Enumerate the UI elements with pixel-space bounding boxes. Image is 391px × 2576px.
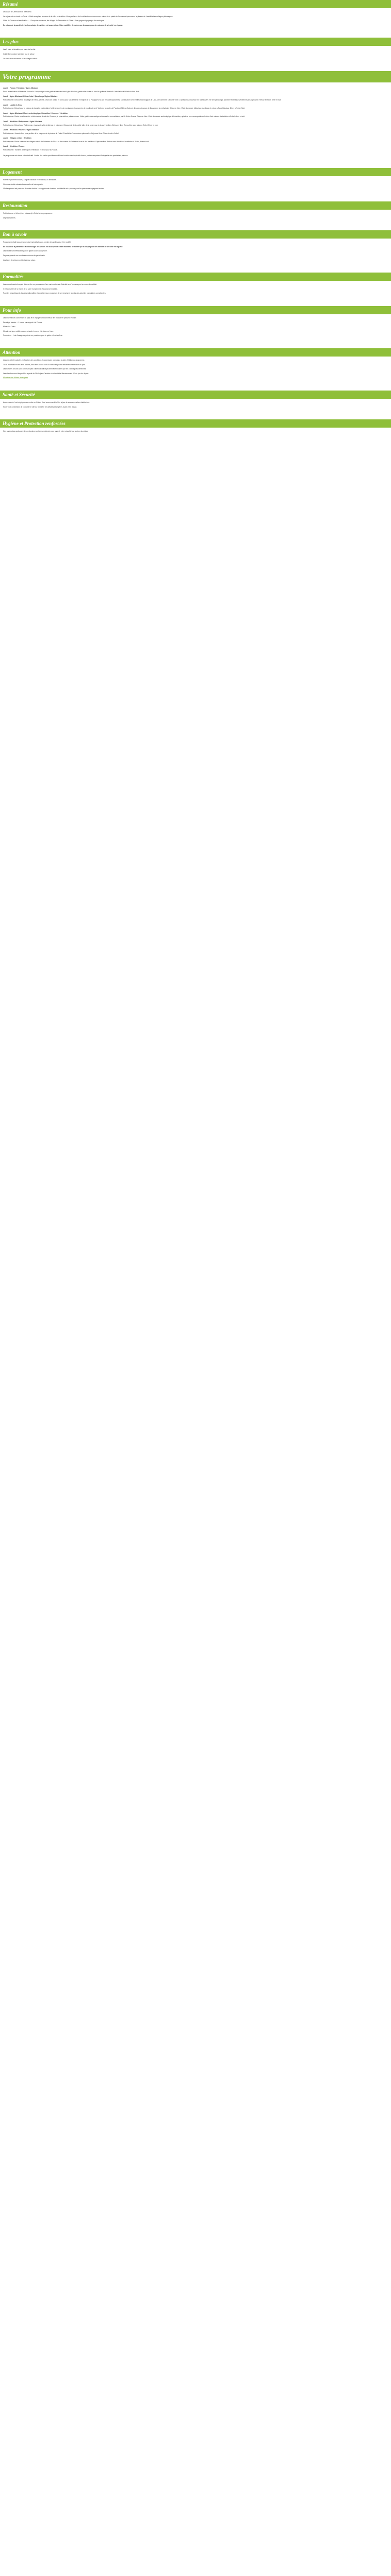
day-block bbox=[3, 129, 388, 135]
paragraph: Le séjour est un circuit en Crète. L’hôtel sera placé au cœur de la ville, à Héraklion. Vous profiterez de la civilisation minoenne aux ruines et du palais de Cnossos et parcourrez le plateau de Lassithi et ses villages pittoresques. bbox=[3, 15, 173, 18]
spacer bbox=[0, 439, 391, 451]
ministry-link[interactable]: Ministère des Affaires étrangères bbox=[3, 377, 28, 379]
paragraph: Les prix ont été calculés en fonction des conditions économiques connues à la date d’édition du programme. bbox=[3, 359, 85, 361]
paragraph: Les taxes de séjour sont à régler sur place. bbox=[3, 259, 36, 261]
spacer bbox=[0, 196, 391, 201]
section-body bbox=[0, 399, 391, 414]
day-text: Petit-déjeuner. Route vers Héraklion et découverte du site de Cnossos, le plus célèbre palais minoen. Visite guidée des vestiges et des salles reconstituées par Sir Arthur Evans. Déjeuner libre. Visite du musée archéologique d’Héraklion, qui abrite une remarquable collection d’art minoen. Installation à l’hôtel, dîner et nuit. bbox=[3, 115, 245, 118]
spacer bbox=[0, 66, 391, 71]
paragraph: Nous vous conseillons de consulter le site du Ministère des Affaires étrangères avant votre départ. bbox=[3, 405, 77, 408]
section-body bbox=[0, 428, 391, 439]
section-body bbox=[0, 239, 391, 267]
section-sante bbox=[0, 391, 391, 414]
page bbox=[0, 0, 391, 451]
paragraph: Toute modification des tarifs aériens, des taxes ou du coût du carburant pourra entraîner une révision du prix. bbox=[3, 363, 86, 366]
paragraph: Pour les ressortissants d’autres nationalités, il appartient aux voyageurs de se renseigner auprès des autorités consulaires compétentes. bbox=[3, 292, 106, 295]
section-programme bbox=[0, 71, 391, 163]
section-heading: Votre programme bbox=[0, 71, 391, 82]
paragraph: Programme établi sous réserve des impératifs locaux. L’ordre des visites peut être modifié. bbox=[3, 241, 72, 244]
paragraph: Pourboires : il est d’usage de prévoir un pourboire pour le guide et le chauffeur. bbox=[3, 334, 63, 337]
section-heading: Pour info bbox=[0, 306, 391, 314]
paragraph: Les informations concernant le pays et le voyage sont données à titre indicatif et peuvent évoluer. bbox=[3, 316, 77, 319]
section-resume bbox=[0, 0, 391, 32]
section-bon-a-savoir bbox=[0, 230, 391, 267]
section-body bbox=[0, 281, 391, 301]
section-heading: Logement bbox=[0, 168, 391, 176]
link-row bbox=[3, 377, 388, 380]
day-title: Jour 7 : Villages crétois / Héraklion bbox=[3, 137, 31, 140]
day-title: Jour 8 : Héraklion / France bbox=[3, 145, 25, 148]
section-heading: Résumé bbox=[0, 0, 391, 8]
paragraph: Climat : de type méditerranéen, chaud et sec en été, doux en hiver. bbox=[3, 330, 54, 332]
paragraph: Il est conseillé de se munir de la carte européenne d’assurance maladie. bbox=[3, 287, 58, 290]
section-heading: Les plus bbox=[0, 38, 391, 46]
day-text: Envol à destination d’Héraklion. Accueil à l’aéroport par votre guide et transfert vers Agios Nikolaos, petite ville située au bord du golfe de Mirabello. Installation à l’hôtel et dîner. Nuit. bbox=[3, 90, 140, 93]
day-block bbox=[3, 87, 388, 93]
day-text: Petit-déjeuner. Route à travers les villages crétois de l’intérieur de l’île, à la découverte de l’artisanat local et des traditions. Déjeuner libre. Retour vers Héraklion. Installation à l’hôtel, dîner et nuit. bbox=[3, 140, 150, 143]
paragraph: Monnaie : l’euro. bbox=[3, 326, 16, 328]
list-item: Les 2 nuits à Héraklion, au cœur de la ville. bbox=[3, 48, 36, 51]
day-text: Petit-déjeuner. Départ pour Rethymnon, charmante ville vénitienne et ottomane. Découverte de la vieille ville, de la forteresse et du port vénitien. Déjeuner libre. Temps libre puis retour à l’hôtel. Dîner et nuit. bbox=[3, 124, 158, 126]
paragraph: Découvrir la Crète dans un week-end. bbox=[3, 11, 32, 13]
day-block bbox=[3, 112, 388, 118]
section-heading: Santé et Sécurité bbox=[0, 391, 391, 399]
spacer bbox=[0, 225, 391, 230]
paragraph: Nos partenaires appliquent des protocoles sanitaires renforcés pour garantir votre sécurité tout au long du séjour. bbox=[3, 430, 89, 433]
day-block bbox=[3, 121, 388, 127]
paragraph: Les horaires de vols sont communiqués à titre indicatif et peuvent être modifiés par les compagnies aériennes. bbox=[3, 368, 87, 370]
section-body bbox=[0, 210, 391, 225]
programme-note: Le programme est donné à titre indicatif. L’ordre des visites peut être modifié en fonction des impératifs locaux, tout en respectant l’intégralité des prestations prévues. bbox=[3, 154, 128, 157]
day-block bbox=[3, 104, 388, 110]
spacer bbox=[0, 267, 391, 273]
day-text: Petit-déjeuner. Découverte du village de Kritsa, perché à flanc de colline et connu pour son artisanat et l’église de la Panagia Kera aux fresques byzantines. Continuation vers le site archéologique de Lato, cité dorienne. Déjeuner libre. L’après-midi, excursion en bateau vers l’île de Spinalonga, ancienne forteresse vénitienne puis léproserie. Retour à l’hôtel, dîner et nuit. bbox=[3, 98, 282, 101]
paragraph: Décalage horaire : +1 heure par rapport à la France. bbox=[3, 321, 43, 324]
day-text: Petit-déjeuner. Journée libre pour profiter de la plage ou de la piscine de l’hôtel. Possibilité d’excursions optionnelles. Déjeuner libre. Dîner et nuit à l’hôtel. bbox=[3, 132, 119, 134]
day-title: Jour 1 : France / Héraklion / Agios Nikolaos bbox=[3, 87, 38, 90]
paragraph: Les ressortissants français doivent être en possession d’une carte nationale d’identité ou d’un passeport en cours de validité. bbox=[3, 283, 97, 286]
day-block bbox=[3, 137, 388, 143]
section-body bbox=[0, 82, 391, 163]
section-heading: Attention bbox=[0, 348, 391, 357]
day-title: Jour 2 : Agios Nikolaos / Kritsa / Lato / Spinalonga / Agios Nikolaos bbox=[3, 95, 58, 98]
day-title: Jour 3 : Lasithi et Zeus bbox=[3, 104, 22, 106]
paragraph: Départs garantis sur une base minimum de participants. bbox=[3, 255, 45, 257]
section-body bbox=[0, 357, 391, 385]
day-block bbox=[3, 145, 388, 151]
paragraph: Aucun vaccin n’est exigé pour se rendre en Grèce. Il est recommandé d’être à jour de ses vaccinations habituelles. bbox=[3, 401, 90, 403]
paragraph: L’hébergement est prévu en chambre double. Un supplément chambre individuelle est à prévoir pour les personnes voyageant seules. bbox=[3, 188, 104, 190]
paragraph: En raison de la pandémie, la chronologie des visites est susceptible d’être modifiée, de même que la coupe pour des raisons de sécurité en vigueur. bbox=[3, 245, 123, 248]
spacer bbox=[0, 414, 391, 419]
list-item: Guide francophone pendant tout le séjour bbox=[3, 53, 35, 55]
spacer bbox=[0, 301, 391, 306]
section-pour-info bbox=[0, 306, 391, 343]
paragraph: Hôtels 4* (normes locales) à Agios Nikolaos et Héraklion, ou similaires. bbox=[3, 179, 57, 181]
day-title: Jour 5 : Héraklion / Rethymnon / Agios Nikolaos bbox=[3, 120, 42, 123]
list-item: La civilisation minoenne et les villages crétois bbox=[3, 57, 38, 60]
day-text: Petit-déjeuner. Transfert à l’aéroport d’Héraklion et envol pour la France. bbox=[3, 149, 58, 151]
spacer bbox=[0, 343, 391, 348]
paragraph: Petit-déjeuner et dîner (hors boissons) à l’hôtel selon programme. bbox=[3, 212, 53, 215]
section-formalites bbox=[0, 273, 391, 301]
day-text: Petit-déjeuner. Départ pour le plateau de Lassithi, vaste plaine fertile entourée de montagnes et parsemée de moulins à vent. Visite de la grotte de Psychro (Dikteon Andron), lieu de naissance de Zeus selon la mythologie. Déjeuner libre. Visite du musée folklorique du village et retour à Agios Nikolaos. Dîner à l’hôtel. Nuit. bbox=[3, 107, 245, 110]
paragraph: Déjeuners libres. bbox=[3, 216, 16, 219]
spacer bbox=[0, 32, 391, 38]
paragraph: Chambre double standard avec salle de bains privée. bbox=[3, 183, 43, 185]
section-body bbox=[0, 314, 391, 343]
section-hygiene bbox=[0, 419, 391, 439]
section-les-plus bbox=[0, 38, 391, 66]
section-logement bbox=[0, 168, 391, 196]
section-body bbox=[0, 176, 391, 196]
spacer bbox=[0, 385, 391, 391]
section-heading: Restauration bbox=[0, 201, 391, 210]
section-body bbox=[0, 46, 391, 66]
paragraph: Les chambres sont disponibles à partir de 14h le jour d’arrivée et doivent être libérées avant 12h le jour du départ. bbox=[3, 372, 89, 375]
paragraph: En raison de la pandémie, la chronologie des visites est susceptible d’être modifiée, de même que la coupe pour des raisons de sécurité en vigueur. bbox=[3, 24, 123, 26]
day-block bbox=[3, 95, 388, 101]
day-title: Jour 6 : Héraklion / Fournes / Agios Nikolaos bbox=[3, 129, 40, 131]
section-heading: Hygiène et Protection renforcées bbox=[0, 419, 391, 428]
paragraph: Les visites sont effectuées par un guide local francophone. bbox=[3, 250, 47, 252]
section-attention bbox=[0, 348, 391, 385]
day-title: Jour 4 : Agios Nikolaos / Musée archéologique / Héraklion / Cnossos / Héraklion bbox=[3, 112, 68, 114]
paragraph: Visite de Cnossos et ses fouilles — L’Acropole minoenne, les villages de Tzermiado et Kritsa — Les gorges et paysages de montagne. bbox=[3, 20, 105, 22]
section-restauration bbox=[0, 201, 391, 225]
section-heading: Bon à savoir bbox=[0, 230, 391, 239]
section-body bbox=[0, 8, 391, 32]
section-heading: Formalités bbox=[0, 273, 391, 281]
spacer bbox=[0, 163, 391, 168]
